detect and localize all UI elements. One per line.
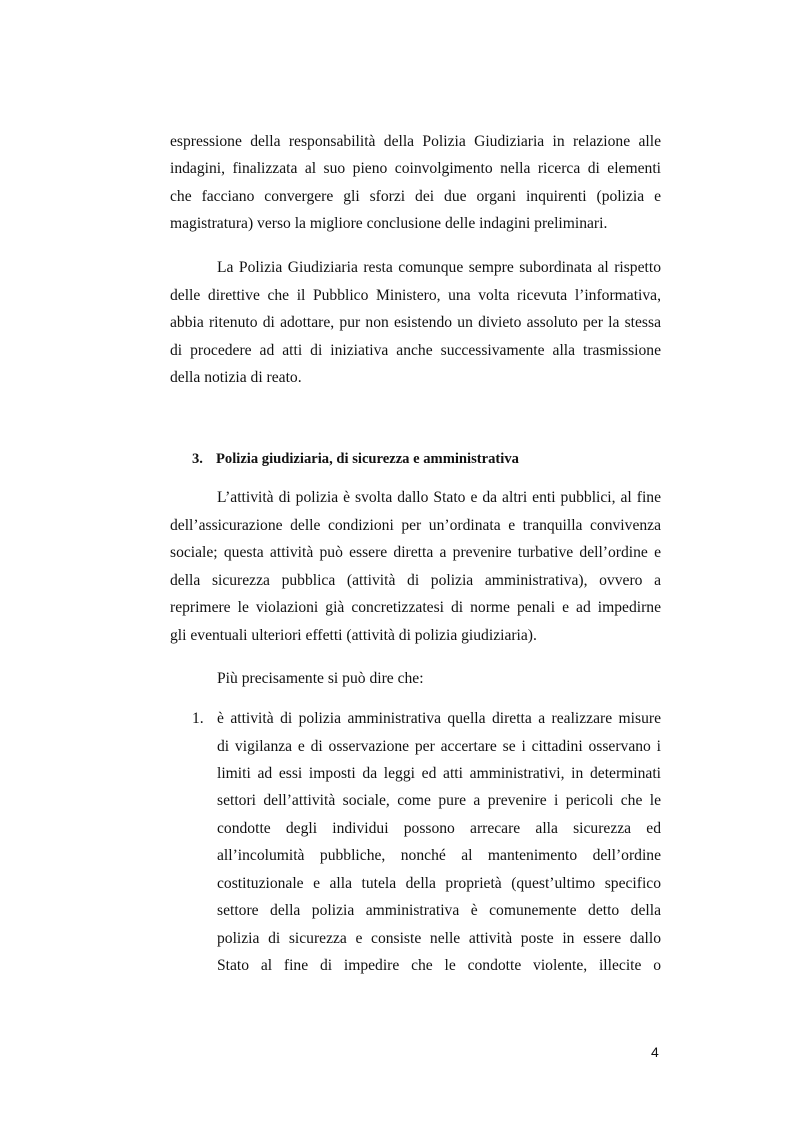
text-line: delle direttive che il Pubblico Ministero, una volta ricevuta l’informativa, [170, 287, 661, 304]
list-item-line: settori dell’attività sociale, come pure a prevenire i pericoli che le [217, 792, 661, 809]
list-marker: 1. [192, 710, 204, 727]
text-line: espressione della responsabilità della Polizia Giudiziaria in relazione alle [170, 133, 661, 150]
list-item-line: costituzionale e alla tutela della proprietà (quest’ultimo specifico [217, 875, 661, 892]
text-line: indagini, finalizzata al suo pieno coinvolgimento nella ricerca di elementi [170, 160, 661, 177]
text-line: di procedere ad atti di iniziativa anche successivamente alla trasmissione [170, 342, 661, 359]
text-line: sociale; questa attività può essere diretta a prevenire turbative dell’ordine e [170, 544, 661, 561]
section-title: Polizia giudiziaria, di sicurezza e amministrativa [216, 451, 519, 467]
list-item-line: polizia di sicurezza e consiste nelle attività poste in essere dallo [217, 930, 661, 947]
list-item-line: all’incolumità pubbliche, nonché al mantenimento dell’ordine [217, 847, 661, 864]
page-number: 4 [651, 1044, 659, 1060]
list-item-line: è attività di polizia amministrativa quella diretta a realizzare misure [217, 710, 661, 727]
text-line: dell’assicurazione delle condizioni per un’ordinata e tranquilla convivenza [170, 517, 661, 534]
text-line: che facciano convergere gli sforzi dei due organi inquirenti (polizia e [170, 188, 661, 205]
list-item-line: Stato al fine di impedire che le condotte violente, illecite o [217, 957, 661, 974]
list-item-line: di vigilanza e di osservazione per accertare se i cittadini osservano i [217, 738, 661, 755]
text-line: magistratura) verso la migliore conclusione delle indagini preliminari. [170, 215, 608, 232]
list-item-line: limiti ad essi imposti da leggi ed atti amministrativi, in determinati [217, 765, 661, 782]
text-line: L’attività di polizia è svolta dallo Stato e da altri enti pubblici, al fine [217, 489, 661, 506]
text-line: La Polizia Giudiziaria resta comunque sempre subordinata al rispetto [217, 259, 661, 276]
text-line: reprimere le violazioni già concretizzatesi di norme penali e ad impedirne [170, 599, 661, 616]
text-line: gli eventuali ulteriori effetti (attività di polizia giudiziaria). [170, 627, 537, 644]
list-item-line: condotte degli individui possono arrecare alla sicurezza ed [217, 820, 661, 837]
text-line: Più precisamente si può dire che: [217, 670, 424, 687]
section-heading [192, 449, 519, 469]
text-line: della sicurezza pubblica (attività di polizia amministrativa), ovvero a [170, 572, 661, 589]
list-item-line: settore della polizia amministrativa è comunemente detto della [217, 902, 661, 919]
section-number: 3. [192, 451, 203, 467]
text-line: abbia ritenuto di adottare, pur non esistendo un divieto assoluto per la stessa [170, 314, 661, 331]
text-line: della notizia di reato. [170, 369, 302, 386]
